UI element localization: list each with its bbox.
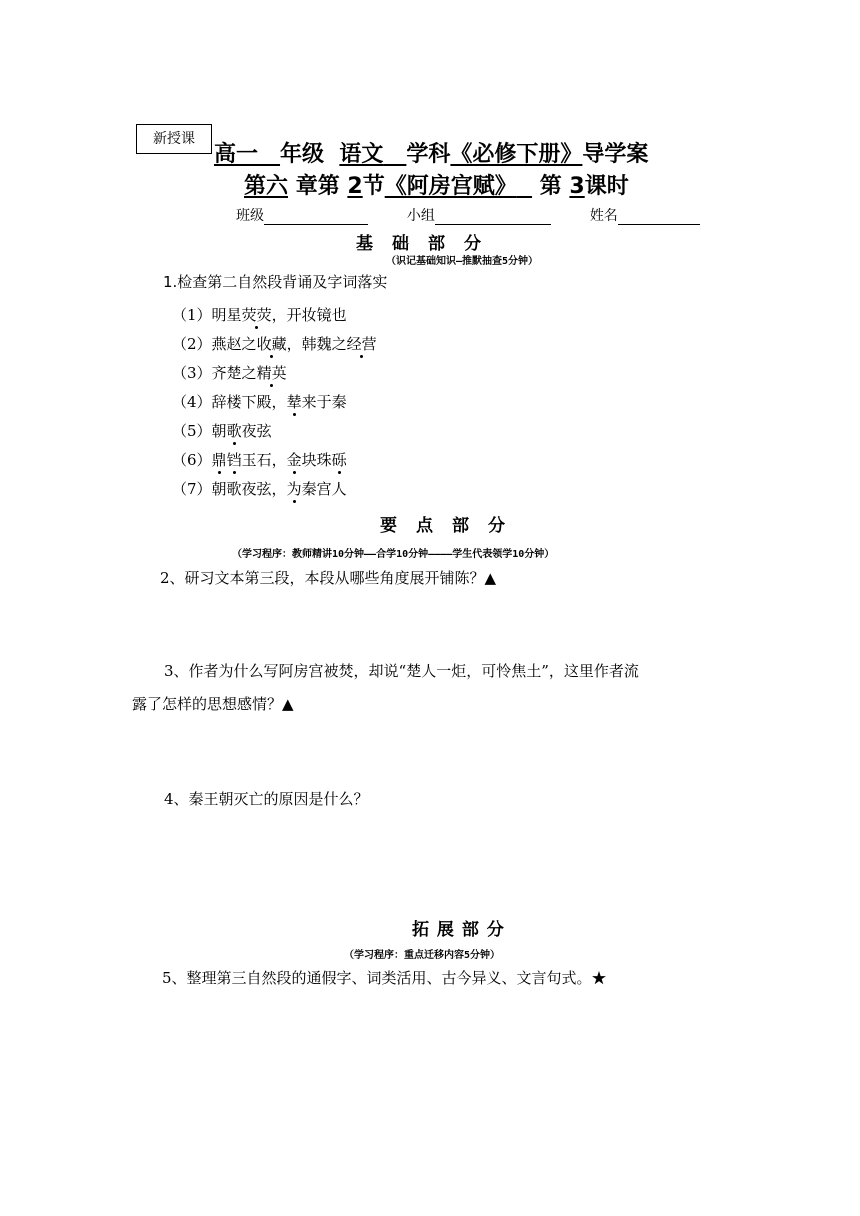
title-section-num: 2 [347, 174, 363, 199]
title-subject: 语文 [339, 142, 384, 167]
page-title: 高一 年级 语文 学科《必修下册》导学案 [214, 142, 649, 167]
question-3-line-2: 露了怎样的思想感情？▲ [132, 695, 294, 713]
title-period-num: 3 [569, 174, 585, 199]
extend-section-note: （学习程序：重点迁移内容5分钟） [344, 950, 501, 961]
list-item: （5）朝歌夜弦 [172, 422, 272, 440]
question-5: 5、整理第三自然段的通假字、词类活用、古今异义、文言句式。★ [162, 969, 607, 987]
class-label: 班级 [236, 208, 264, 224]
page-subtitle: 第六 章第 2节《阿房宫赋》 第 3课时 [244, 174, 629, 199]
list-item: （1）明星荧荧，开妆镜也 [172, 306, 347, 324]
group-field[interactable] [435, 208, 551, 225]
question-1: 1.检查第二自然段背诵及字词落实 [163, 273, 388, 291]
name-label: 姓名 [589, 208, 618, 224]
list-item: （2）燕赵之收藏，韩魏之经营 [172, 335, 377, 353]
list-item: （7）朝歌夜弦，为秦宫人 [172, 480, 347, 498]
key-section-note: （学习程序：教师精讲10分钟——合学10分钟————学生代表领学10分钟） [232, 549, 555, 560]
name-field[interactable] [618, 208, 700, 225]
question-2: 2、研习文本第三段，本段从哪些角度展开铺陈？▲ [160, 569, 497, 587]
list-item: （4）辞楼下殿，辇来于秦 [172, 393, 347, 411]
basic-section-heading: 基 础 部 分 [356, 234, 482, 254]
title-book: 《必修下册》 [450, 142, 583, 167]
basic-section-note: （识记基础知识—推默抽查5分钟） [386, 256, 539, 267]
group-label: 小组 [406, 208, 435, 224]
title-chapter: 第六 [244, 174, 289, 199]
class-field[interactable] [264, 208, 368, 225]
title-lesson: 《阿房宫赋》 [384, 174, 517, 199]
title-grade: 高一 [214, 142, 259, 167]
extend-section-heading: 拓 展 部 分 [412, 920, 505, 940]
lesson-type-tag: 新授课 [136, 124, 212, 154]
student-info-row [236, 205, 700, 225]
key-section-heading: 要 点 部 分 [380, 516, 506, 536]
question-3-line-1: 3、作者为什么写阿房宫被焚，却说“楚人一炬，可怜焦土”，这里作者流 [164, 662, 639, 680]
list-item: （6）鼎铛玉石，金块珠砾 [172, 451, 347, 469]
list-item: （3）齐楚之精英 [172, 364, 287, 382]
question-4: 4、秦王朝灭亡的原因是什么？ [164, 790, 369, 808]
